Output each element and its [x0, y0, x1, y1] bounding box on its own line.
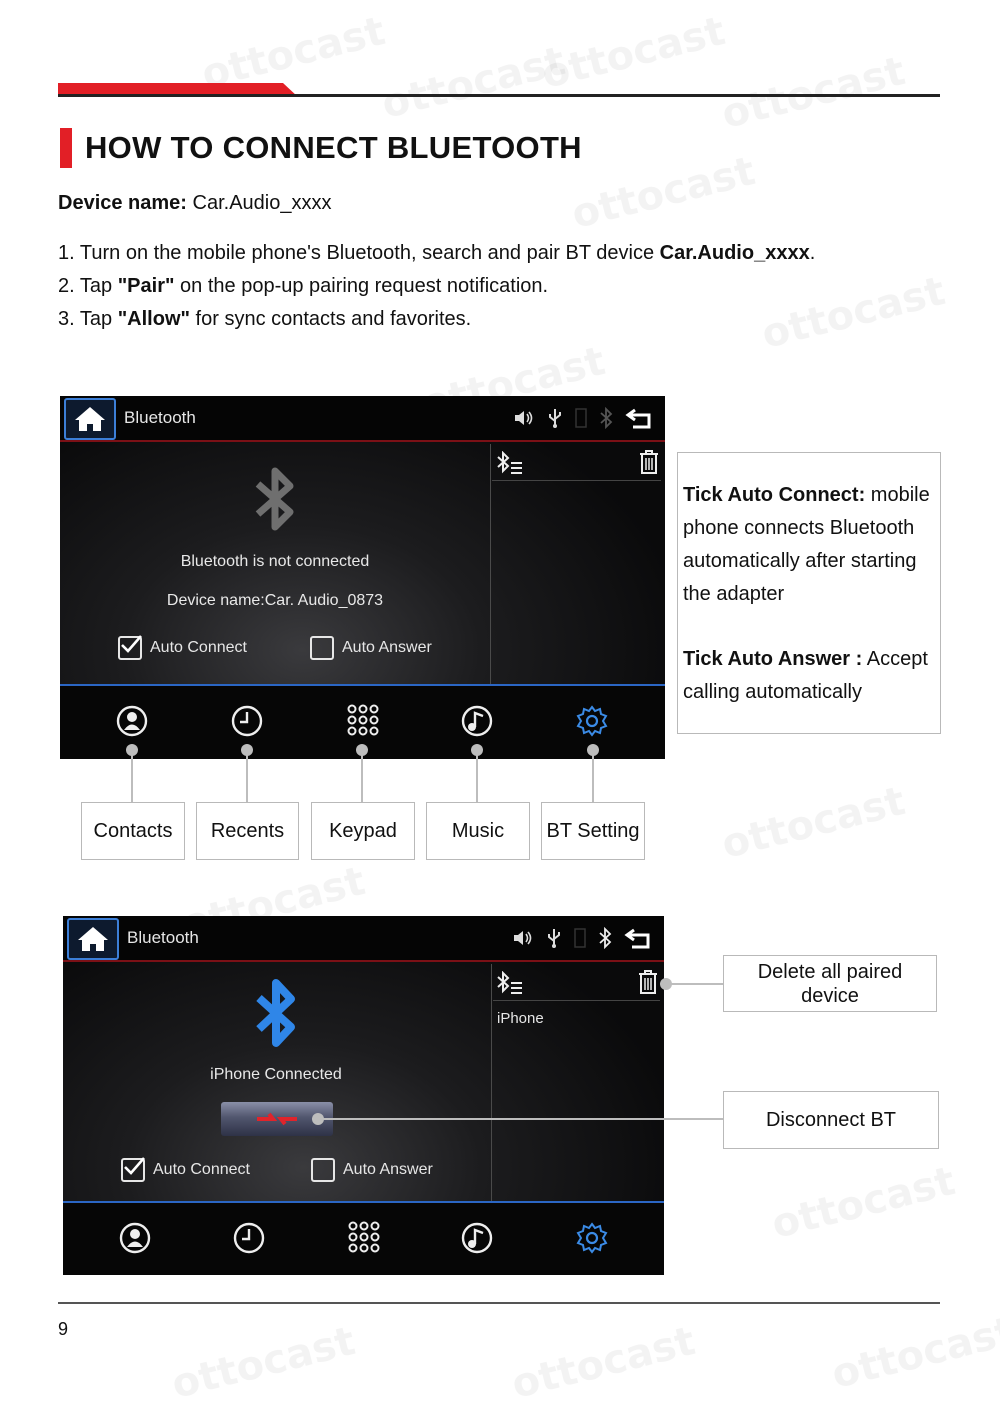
- checkbox-box: [121, 1158, 145, 1182]
- screen-title: Bluetooth: [124, 408, 196, 427]
- keypad-icon[interactable]: [346, 703, 380, 739]
- bluetooth-status-icon: [599, 407, 613, 429]
- watermark: [377, 38, 569, 128]
- home-button[interactable]: [67, 918, 119, 960]
- device-list-header-line: [493, 1000, 660, 1001]
- connector-line: [361, 750, 363, 802]
- auto-answer-description: Accept calling automatically: [683, 648, 928, 703]
- watermark: [507, 1318, 699, 1408]
- device-name-text: Device name:Car. Audio_0873: [166, 592, 384, 609]
- checkbox-box: [311, 1158, 335, 1182]
- connector-line: [318, 1118, 723, 1120]
- bluetooth-status-icon: [598, 927, 612, 949]
- auto-connect-checkbox[interactable]: [121, 1158, 250, 1182]
- panel-divider: [491, 964, 492, 1201]
- top-rule: [58, 94, 940, 97]
- watermark: [827, 1308, 1000, 1398]
- title-accent: [60, 128, 72, 168]
- usb-icon: [546, 927, 562, 949]
- screen-header: [63, 916, 664, 962]
- watermark: [537, 8, 729, 98]
- check-icon: [119, 634, 143, 656]
- trash-icon[interactable]: [637, 448, 661, 476]
- contacts-icon[interactable]: [119, 1222, 151, 1254]
- steps-list: [58, 237, 815, 336]
- device-name-label: Device name:: [58, 192, 187, 214]
- watermark: [717, 778, 909, 868]
- auto-answer-heading: Tick Auto Answer :: [683, 648, 863, 670]
- volume-icon: [513, 408, 535, 428]
- contacts-label: Contacts: [81, 802, 185, 860]
- recents-label: Recents: [196, 802, 299, 860]
- panel-divider: [490, 444, 491, 684]
- auto-connect-heading: Tick Auto Connect:: [683, 484, 866, 506]
- connector-line: [246, 750, 248, 802]
- connector-line: [592, 750, 594, 802]
- keypad-label: Keypad: [311, 802, 415, 860]
- device-name-value: Car.Audio_xxxx: [192, 192, 332, 214]
- connection-status-text: Bluetooth is not connected: [180, 553, 370, 570]
- auto-answer-explanation: [683, 643, 939, 709]
- contacts-icon[interactable]: [116, 705, 148, 737]
- disconnect-bt-callout: Disconnect BT: [723, 1091, 939, 1149]
- auto-connect-explanation: [683, 479, 939, 611]
- check-icon: [122, 1156, 146, 1178]
- recents-icon[interactable]: [231, 705, 263, 737]
- connector-line: [131, 750, 133, 802]
- step-item: 3. Tap "Allow" for sync contacts and favorites.: [58, 308, 472, 330]
- delete-paired-callout: Delete all paired device: [723, 955, 937, 1012]
- auto-answer-label: Auto Answer: [343, 1161, 433, 1178]
- auto-answer-checkbox[interactable]: [310, 636, 432, 660]
- watermark: [717, 48, 909, 138]
- step-item: 2. Tap "Pair" on the pop-up pairing request notification.: [58, 275, 549, 297]
- music-label: Music: [426, 802, 530, 860]
- keypad-icon[interactable]: [347, 1220, 381, 1256]
- bluetooth-devices-icon[interactable]: [495, 971, 525, 997]
- back-icon[interactable]: [624, 926, 654, 950]
- bluetooth-large-icon: [251, 976, 301, 1051]
- page-number: 9: [58, 1319, 69, 1339]
- bluetooth-large-icon: [250, 464, 300, 534]
- auto-connect-label: Auto Connect: [153, 1161, 250, 1178]
- signal-icon: [574, 927, 586, 949]
- connection-status-text: iPhone Connected: [210, 1066, 342, 1083]
- signal-icon: [575, 407, 587, 429]
- recents-icon[interactable]: [233, 1222, 265, 1254]
- paired-device-iphone[interactable]: iPhone: [497, 1010, 544, 1027]
- step-item: 1. Turn on the mobile phone's Bluetooth, search and pair BT device Car.Audio_xxxx.: [58, 242, 816, 264]
- home-icon: [69, 920, 117, 958]
- bt-setting-label: BT Setting: [541, 802, 645, 860]
- music-icon[interactable]: [461, 1222, 493, 1254]
- auto-connect-description: mobile phone connects Bluetooth automatically after starting the adapter: [683, 484, 930, 605]
- page-title: HOW TO CONNECT BLUETOOTH: [85, 130, 582, 165]
- screen-header: [60, 396, 665, 442]
- settings-gear-icon[interactable]: [576, 1222, 608, 1254]
- connector-line: [476, 750, 478, 802]
- footer-rule: [58, 1302, 940, 1304]
- checkbox-box: [118, 636, 142, 660]
- trash-icon[interactable]: [636, 968, 660, 996]
- status-icons: [513, 404, 655, 432]
- watermark: [167, 1318, 359, 1408]
- screen-title: Bluetooth: [127, 928, 199, 947]
- back-icon[interactable]: [625, 406, 655, 430]
- checkbox-box: [310, 636, 334, 660]
- auto-answer-checkbox[interactable]: [311, 1158, 433, 1182]
- status-icons: [512, 924, 654, 952]
- bluetooth-screen-connected: [63, 916, 664, 1275]
- music-icon[interactable]: [461, 705, 493, 737]
- device-list-header-line: [492, 480, 661, 481]
- volume-icon: [512, 928, 534, 948]
- auto-answer-label: Auto Answer: [342, 639, 432, 656]
- watermark: [767, 1158, 959, 1248]
- usb-icon: [547, 407, 563, 429]
- home-icon: [66, 400, 114, 438]
- device-name-line: [58, 192, 332, 215]
- settings-gear-icon[interactable]: [576, 705, 608, 737]
- auto-connect-checkbox[interactable]: [118, 636, 247, 660]
- auto-connect-label: Auto Connect: [150, 639, 247, 656]
- connector-line: [666, 983, 723, 985]
- bluetooth-screen-disconnected: [60, 396, 665, 759]
- home-button[interactable]: [64, 398, 116, 440]
- bluetooth-devices-icon[interactable]: [495, 451, 525, 477]
- watermark: [567, 148, 759, 238]
- settings-explanation-callout: [677, 452, 941, 734]
